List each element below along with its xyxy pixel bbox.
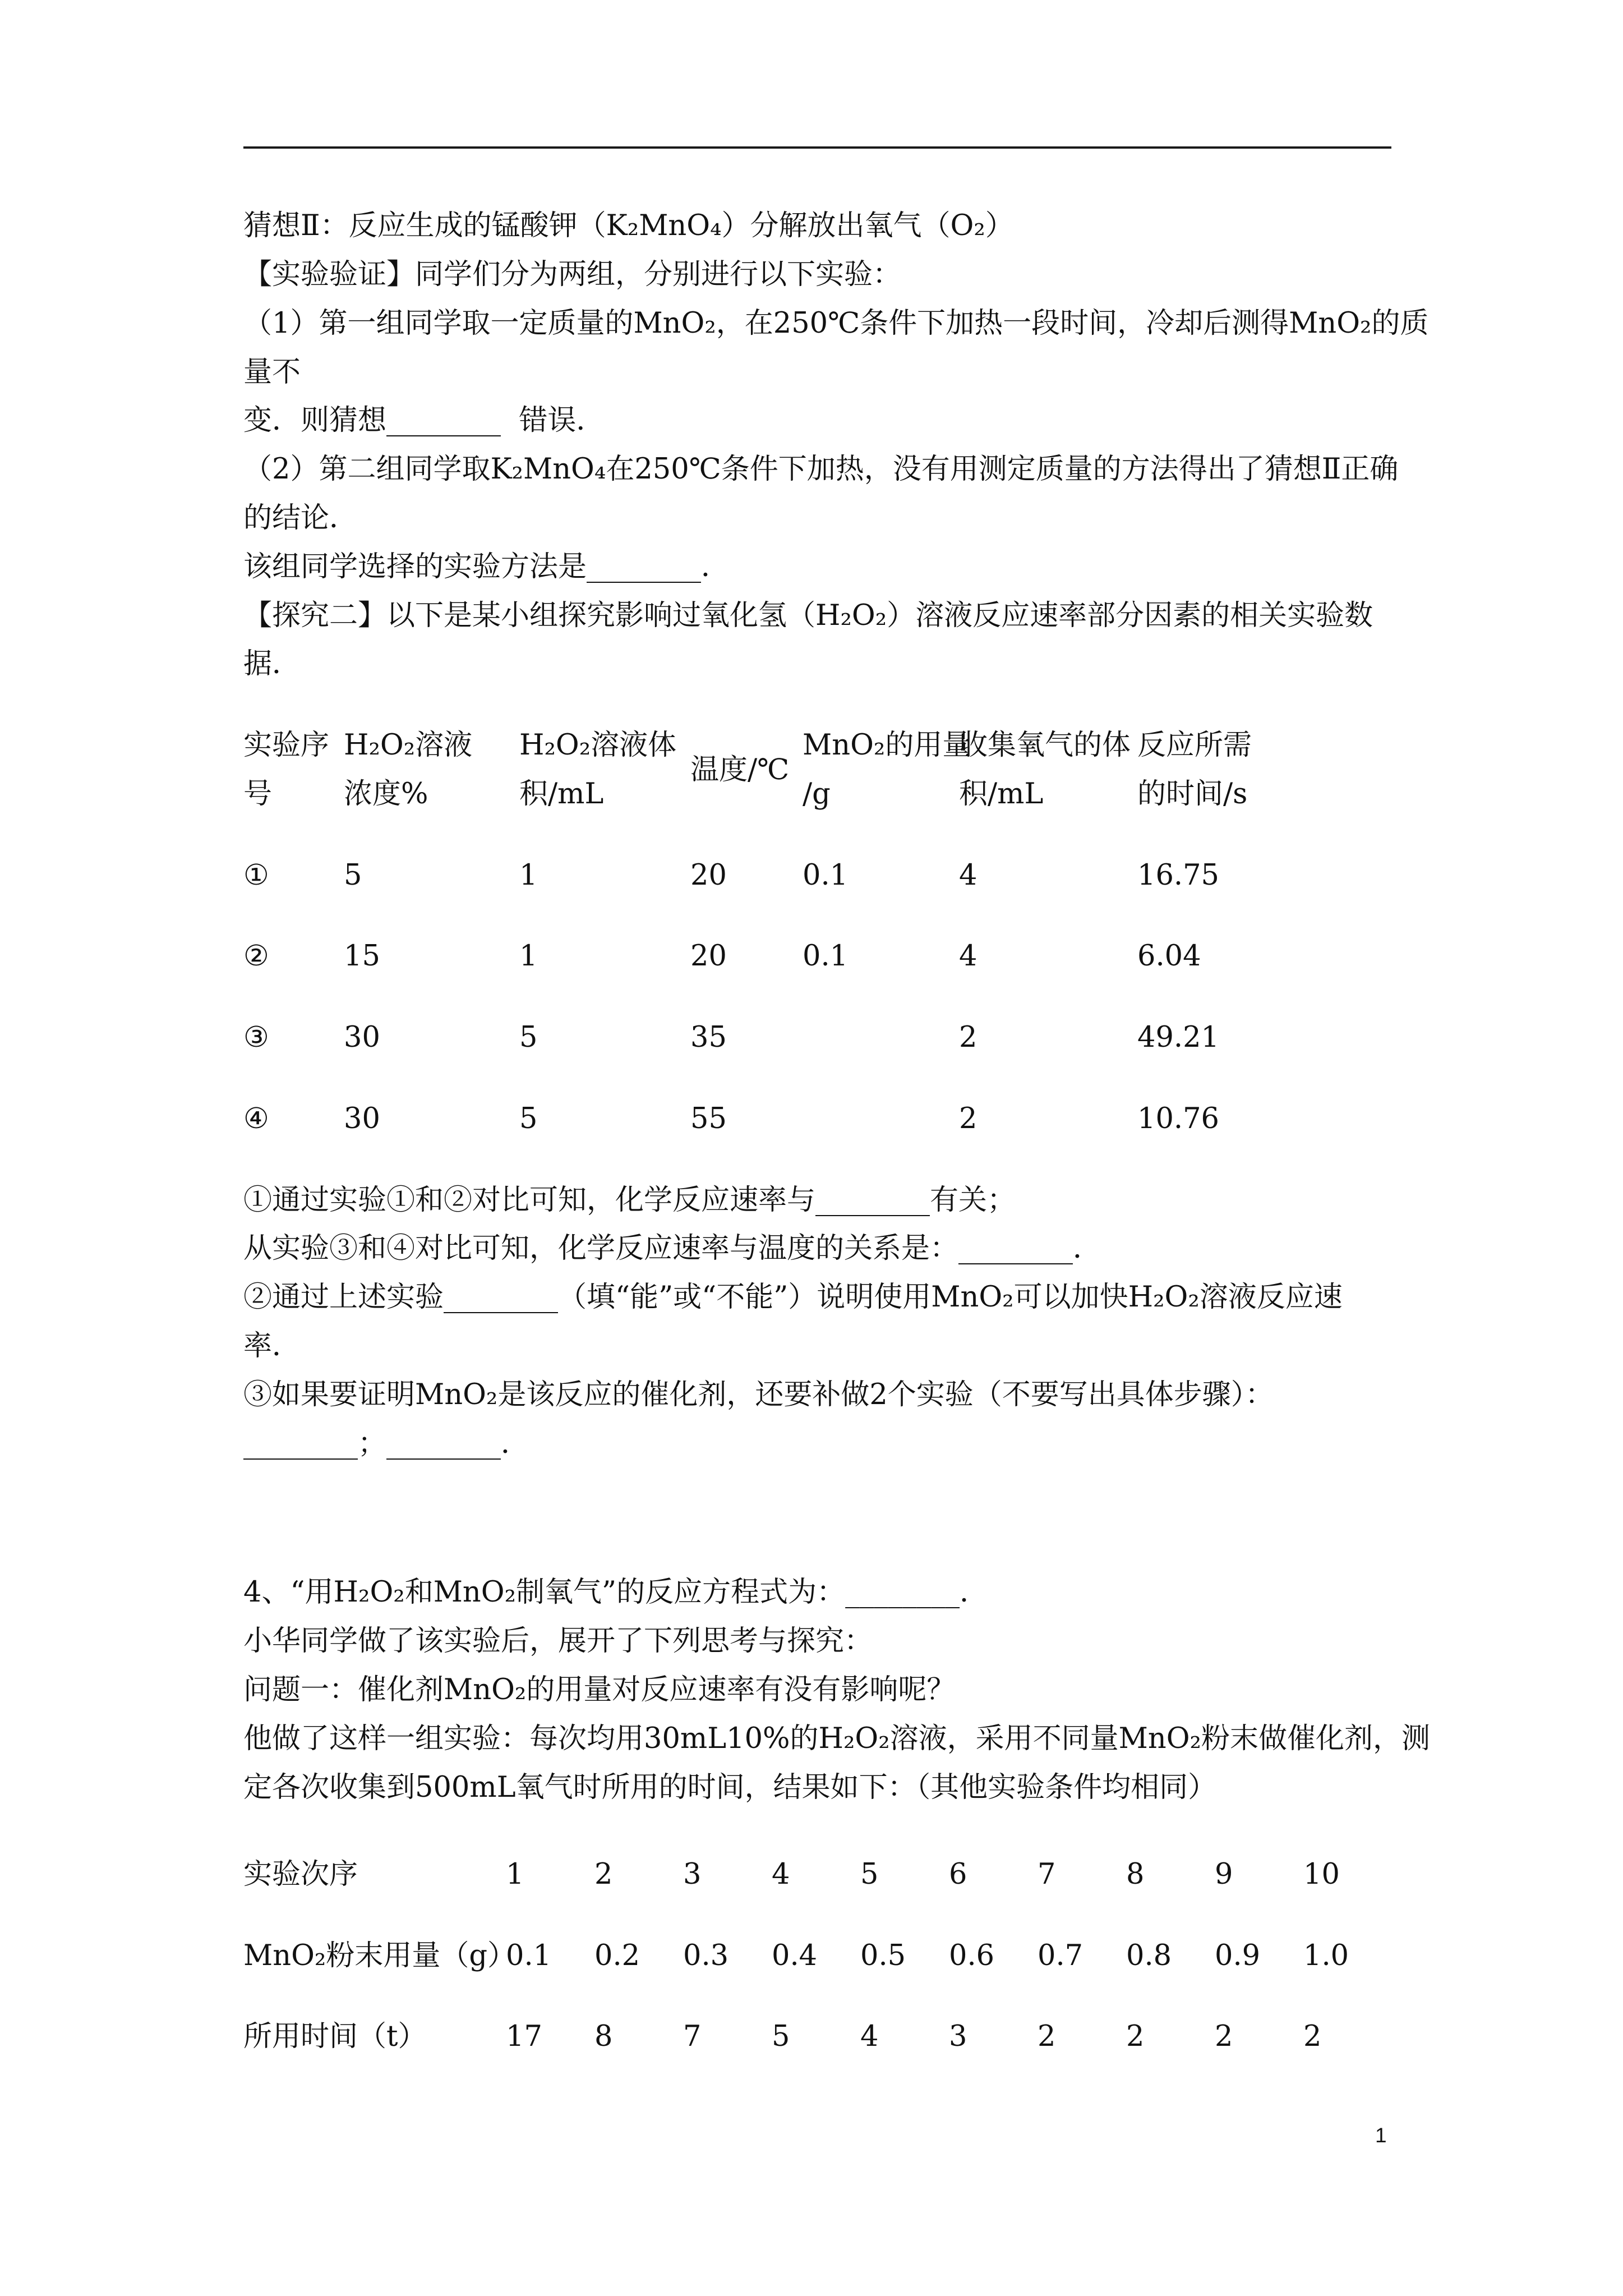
table-header-cell <box>959 721 1137 818</box>
header-text: 积/mL <box>959 777 1044 811</box>
table-cell: 20 <box>690 940 727 973</box>
header-text: H₂O₂溶液 <box>344 729 473 762</box>
table-cell: 9 <box>1215 1858 1233 1891</box>
table-cell: 0.1 <box>506 1939 552 1972</box>
table-cell: 1 <box>519 940 538 973</box>
table-cell: ③ <box>243 1021 269 1054</box>
table-header-cell <box>344 721 519 818</box>
table-cell: 8 <box>594 2020 613 2053</box>
header-text: 号 <box>243 777 273 811</box>
table-cell: 20 <box>690 859 727 892</box>
table-row <box>243 1850 1392 1899</box>
row-label: 实验次序 <box>243 1858 358 1891</box>
table-cell: 16.75 <box>1137 859 1220 892</box>
header-text: H₂O₂溶液体 <box>519 729 677 762</box>
table-cell: 0.3 <box>683 1939 729 1972</box>
table-cell: 6 <box>949 1858 967 1891</box>
table-row <box>243 1013 1373 1062</box>
table-cell <box>803 1094 959 1143</box>
row-label: 所用时间（t） <box>243 2020 427 2053</box>
table-row <box>243 1931 1392 1980</box>
text-line: 该组同学选择的实验方法是________． <box>243 550 730 583</box>
table-row <box>243 851 1373 900</box>
table-cell: 0.4 <box>772 1939 818 1972</box>
table-cell: ④ <box>243 1102 269 1135</box>
text-line: ③如果要证明MnO₂是该反应的催化剂，还要补做2个实验（不要写出具体步骤）： <box>243 1378 1274 1411</box>
text-line: 量不 <box>243 356 301 389</box>
text-line: ②通过上述实验________（填“能”或“不能”）说明使用MnO₂可以加快H₂O₂溶液反应速 <box>243 1281 1343 1314</box>
table-cell: 4 <box>772 1858 790 1891</box>
question-title: 4、“用H₂O₂和MnO₂制氧气”的反应方程式为：________． <box>243 1576 989 1609</box>
table-cell: 2 <box>959 1102 978 1135</box>
table-cell: 2 <box>594 1858 613 1891</box>
header-text: 积/mL <box>519 777 604 811</box>
header-text: MnO₂的用量 <box>803 729 971 762</box>
table-row <box>243 1094 1373 1143</box>
table-cell: 7 <box>683 2020 702 2053</box>
text-line: 从实验③和④对比可知，化学反应速率与温度的关系是：________． <box>243 1232 1102 1265</box>
table-cell: 1.0 <box>1303 1939 1349 1972</box>
table-cell: 15 <box>344 940 380 973</box>
table-cell: 2 <box>1038 2020 1056 2053</box>
table-cell: 5 <box>519 1021 538 1054</box>
table-row <box>243 2012 1392 2061</box>
table-cell: 0.8 <box>1126 1939 1172 1972</box>
table-cell: 17 <box>506 2020 542 2053</box>
table-cell: 0.7 <box>1038 1939 1083 1972</box>
table-cell: 49.21 <box>1137 1021 1220 1054</box>
header-text: 浓度% <box>344 777 428 811</box>
header-text: 反应所需 <box>1137 729 1252 762</box>
table-cell: 0.9 <box>1215 1939 1261 1972</box>
table-cell: 5 <box>519 1102 538 1135</box>
table-cell: 0.2 <box>594 1939 640 1972</box>
text-line: 【实验验证】同学们分为两组，分别进行以下实验： <box>243 258 902 291</box>
table-cell: 2 <box>1215 2020 1233 2053</box>
table-cell: 5 <box>344 859 362 892</box>
table-cell: 0.1 <box>803 940 849 973</box>
text-line: 定各次收集到500mL氧气时所用的时间，结果如下：（其他实验条件均相同） <box>243 1771 1217 1804</box>
table-header-row <box>243 721 1373 818</box>
text-line: 小华同学做了该实验后，展开了下列思考与探究： <box>243 1625 873 1658</box>
table-row <box>243 932 1373 981</box>
table-cell: 2 <box>1303 2020 1322 2053</box>
text-line: 率． <box>243 1329 301 1363</box>
table-header-cell <box>803 721 971 818</box>
row-label: MnO₂粉末用量（g） <box>243 1939 516 1972</box>
table-cell: 7 <box>1038 1858 1056 1891</box>
text-line: 据． <box>243 647 301 680</box>
table-cell: 30 <box>344 1102 380 1135</box>
table-cell: 3 <box>683 1858 702 1891</box>
table-cell: 0.1 <box>803 859 849 892</box>
text-line: 【探究二】以下是某小组探究影响过氧化氢（H₂O₂）溶液反应速率部分因素的相关实验数 <box>243 599 1373 632</box>
header-text: /g <box>803 777 831 811</box>
table-cell: 0.5 <box>860 1939 906 1972</box>
table-cell: 5 <box>772 2020 790 2053</box>
header-text: 收集氧气的体 <box>959 729 1131 762</box>
text-line: 问题一：催化剂MnO₂的用量对反应速率有没有影响呢？ <box>243 1673 956 1706</box>
table-cell: 0.6 <box>949 1939 995 1972</box>
table-cell: 1 <box>519 859 538 892</box>
table-cell: 2 <box>1126 2020 1145 2053</box>
table-cell: ① <box>243 859 269 892</box>
header-text: 实验序 <box>243 729 330 762</box>
text-line: 猜想Ⅱ：反应生成的锰酸钾（K₂MnO₄）分解放出氧气（O₂） <box>243 209 1014 242</box>
text-line: （1）第一组同学取一定质量的MnO₂，在250℃条件下加热一段时间，冷却后测得MnO₂的质 <box>243 307 1429 340</box>
text-line: 他做了这样一组实验：每次均用30mL10%的H₂O₂溶液，采用不同量MnO₂粉末做催化剂，测 <box>243 1722 1430 1755</box>
text-line: ________；________． <box>243 1427 530 1460</box>
table-cell: 6.04 <box>1137 940 1201 973</box>
text-line: ①通过实验①和②对比可知，化学反应速率与________有关； <box>243 1184 1016 1217</box>
text-line: （2）第二组同学取K₂MnO₄在250℃条件下加热，没有用测定质量的方法得出了猜想Ⅱ正确 <box>243 453 1399 486</box>
text-line: 的结论． <box>243 501 358 535</box>
page-number: 1 <box>1375 2124 1387 2147</box>
table-cell: 8 <box>1126 1858 1145 1891</box>
table-header-cell <box>690 721 803 818</box>
header-text: 温度/℃ <box>690 753 790 786</box>
table-header-cell <box>243 721 344 818</box>
table-cell: 10 <box>1303 1858 1340 1891</box>
table-cell: ② <box>243 940 269 973</box>
table-header-cell <box>519 721 690 818</box>
table-cell: 5 <box>860 1858 879 1891</box>
table-cell <box>803 1013 959 1062</box>
table-cell: 10.76 <box>1137 1102 1220 1135</box>
table-cell: 55 <box>690 1102 727 1135</box>
table-cell: 35 <box>690 1021 727 1054</box>
table-cell: 4 <box>860 2020 879 2053</box>
table-cell: 4 <box>959 859 978 892</box>
text-line: 变．则猜想________ 错误． <box>243 404 605 437</box>
header-rule <box>243 146 1391 149</box>
table-cell: 4 <box>959 940 978 973</box>
table-cell: 2 <box>959 1021 978 1054</box>
table-cell: 3 <box>949 2020 967 2053</box>
table-header-cell <box>1137 721 1373 818</box>
table-cell: 1 <box>506 1858 524 1891</box>
header-text: 的时间/s <box>1137 777 1248 811</box>
table-cell: 30 <box>344 1021 380 1054</box>
